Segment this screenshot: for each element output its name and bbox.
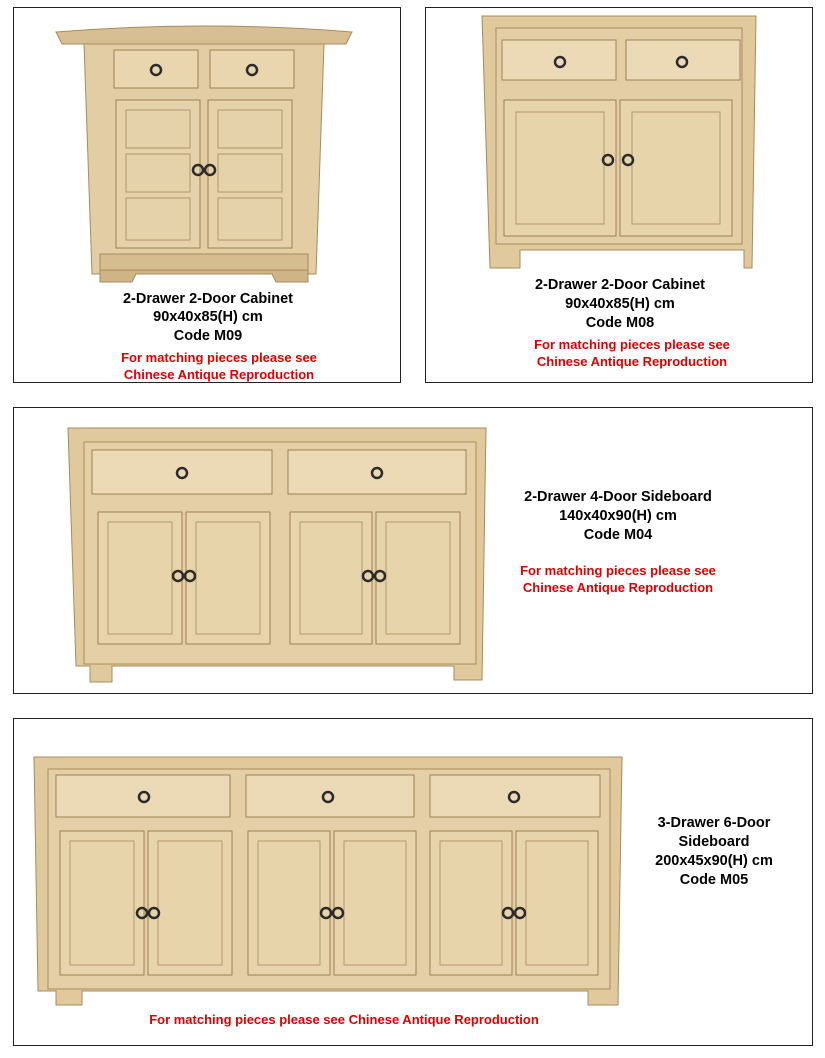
matching-note-line-2: Chinese Antique Reproduction [123,367,315,382]
product-code: Code M05 [679,872,749,888]
product-title-line-1: 3-Drawer 6-Door [657,815,771,831]
matching-note-line-1: For matching pieces please see [121,350,317,365]
product-title: 2-Drawer 2-Door Cabinet [534,277,705,293]
product-title-line-2: Sideboard [678,834,750,850]
product-title: 2-Drawer 4-Door Sideboard [524,489,712,505]
matching-note-line-1: For matching pieces please see [520,563,716,578]
matching-note-line-2: Chinese Antique Reproduction [536,354,728,369]
product-dimensions: 200x45x90(H) cm [655,853,773,869]
matching-note-line-1: For matching pieces please see [534,337,730,352]
product-card-m04 [13,407,813,694]
product-card-m09 [13,7,401,383]
cabinet-m08-image [480,14,762,274]
sideboard-m05-image [32,755,624,1011]
matching-note-line-2: Chinese Antique Reproduction [522,580,714,595]
product-dimensions: 90x40x85(H) cm [565,296,675,312]
product-title: 2-Drawer 2-Door Cabinet [122,291,293,307]
product-code: Code M09 [173,328,243,344]
product-dimensions: 140x40x90(H) cm [559,508,677,524]
cabinet-m09-image [54,22,354,286]
product-dimensions: 90x40x85(H) cm [153,309,263,325]
product-card-m08 [425,7,813,383]
product-code: Code M04 [583,527,653,543]
product-code: Code M08 [585,315,655,331]
sideboard-m04-image [66,426,488,686]
product-card-m05 [13,718,813,1046]
matching-note: For matching pieces please see Chinese Antique Reproduction [149,1012,539,1027]
